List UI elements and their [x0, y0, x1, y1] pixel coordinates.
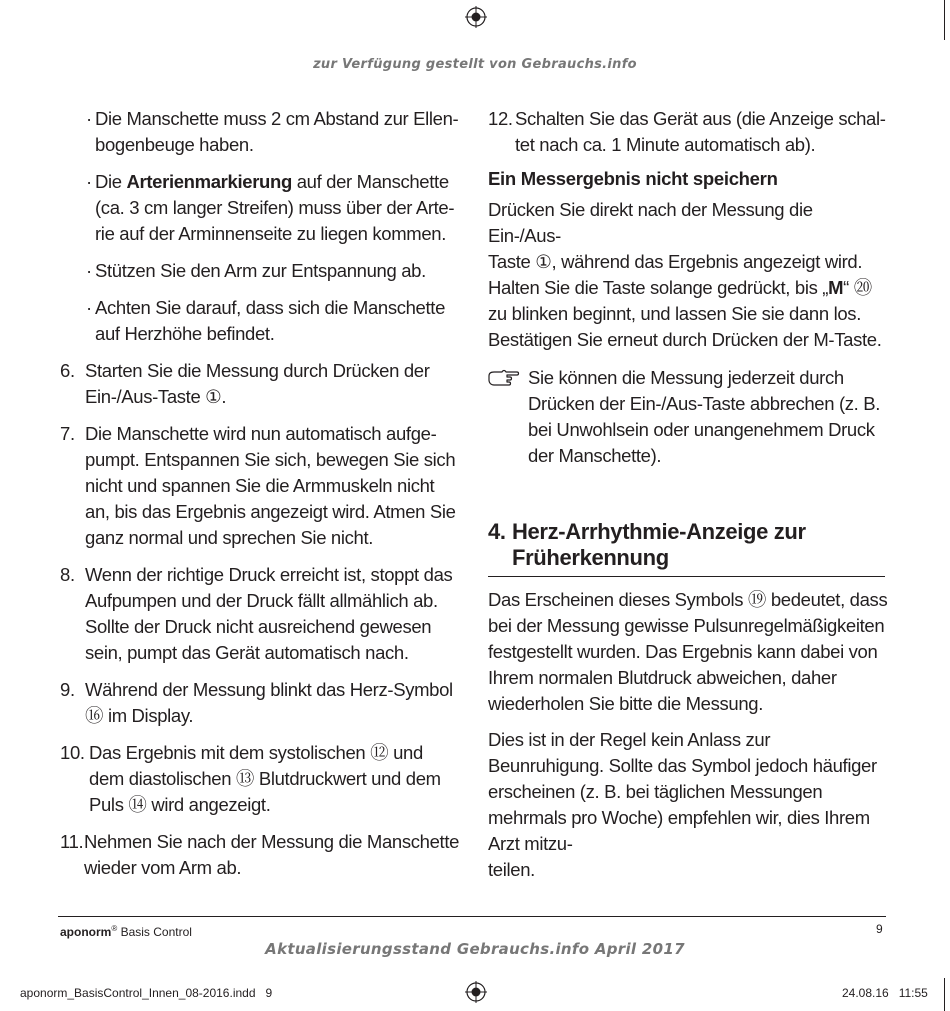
right-column [488, 106, 888, 893]
footer-watermark: Aktualisierungsstand Gebrauchs.info April 2017 [265, 940, 685, 958]
footer-brand [60, 922, 192, 939]
brand-name: aponorm [60, 925, 112, 939]
bullet-mark: · [86, 260, 92, 281]
step-item [488, 106, 888, 158]
bullet-text: Achten Sie darauf, dass sich die Manschette auf Herzhöhe befindet. [95, 297, 446, 344]
bold-term: Arterienmarkierung [126, 171, 292, 192]
subheading: Ein Messergebnis nicht speichern [488, 168, 778, 189]
step-number: 12. [488, 108, 513, 129]
bullet-mark: · [86, 297, 92, 318]
paragraph: Dies ist in der Regel kein Anlass zur Beunruhigung. Sollte das Symbol jedoch häufiger erscheinen (z. B. bei täglichen Messungen mehrmals pro Woche) empfehlen wir, dies Ihrem Arzt mitzu- teilen. [488, 729, 877, 880]
step-number: 11. [60, 831, 84, 852]
step-number: 8. [60, 564, 75, 585]
paragraph: Drücken Sie direkt nach der Messung die Ein-/Aus- Taste ①, während das Ergebnis angezeigt wird. Halten Sie die Taste solange gedrückt, bis „M“ ⑳ zu blinken beginnt, und lassen Sie sie dann los. Bestätigen Sie erneut durch Drücken der M-Taste. [488, 199, 882, 350]
registered-mark: ® [111, 924, 118, 933]
note [488, 365, 888, 469]
bullet-text: Stützen Sie den Arm zur Entspannung ab. [95, 260, 426, 281]
bullet-item [60, 106, 460, 158]
crop-mark [944, 0, 945, 40]
step-item [60, 740, 460, 818]
page-number: 9 [876, 922, 883, 936]
bullet-item [60, 258, 460, 284]
step-item [60, 358, 460, 410]
step-text: Schalten Sie das Gerät aus (die Anzeige schal- tet nach ca. 1 Minute automatisch ab). [515, 108, 886, 155]
step-text: Die Manschette wird nun automatisch aufge- pumpt. Entspannen Sie sich, bewegen Sie sich nicht und spannen Sie die Armmuskeln nicht an, bis das Ergebnis angezeigt wird. Atmen Sie ganz normal und sprechen Sie nicht. [85, 423, 456, 548]
bullet-mark: · [86, 171, 92, 192]
product-name: Basis Control [117, 925, 192, 939]
step-number: 6. [60, 360, 75, 381]
step-text: Nehmen Sie nach der Messung die Manschette wieder vom Arm ab. [84, 831, 460, 878]
print-slug-file: aponorm_BasisControl_Innen_08-2016.indd 9 [20, 986, 273, 1000]
pointing-hand-icon [488, 365, 528, 469]
step-number: 7. [60, 423, 75, 444]
bullet-item [60, 295, 460, 347]
step-item [60, 421, 460, 551]
section-heading [488, 519, 885, 577]
bullet-text: Die Arterienmarkierung auf der Manschette (ca. 3 cm langer Streifen) muss über der Arte- rie auf der Arminnenseite zu liegen kommen. [95, 171, 455, 244]
step-number: 9. [60, 679, 75, 700]
note-text: Sie können die Messung jederzeit durch Drücken der Ein-/Aus-Taste abbrechen (z. B. bei Unwohlsein oder unangenehmem Druck der Manschette). [528, 367, 881, 466]
left-column [60, 106, 460, 892]
registration-mark-icon [465, 981, 487, 1003]
step-number: 10. [60, 742, 85, 763]
bullet-text: Die Manschette muss 2 cm Abstand zur Ellen- bogenbeuge haben. [95, 108, 459, 155]
step-text: Das Ergebnis mit dem systolischen ⑫ und dem diastolischen ⑬ Blutdruckwert und dem Puls ⑭ wird angezeigt. [89, 742, 441, 815]
section-number: 4. [488, 519, 506, 544]
section-body [488, 587, 888, 883]
crop-mark [944, 978, 945, 1011]
step-item [60, 829, 460, 881]
header-watermark: zur Verfügung gestellt von Gebrauchs.info [313, 57, 637, 72]
print-slug-datetime: 24.08.16 11:55 [842, 986, 928, 1000]
bullet-item [60, 169, 460, 247]
footer-rule [58, 916, 886, 917]
step-text: Starten Sie die Messung durch Drücken der Ein-/Aus-Taste ①. [85, 360, 430, 407]
step-text: Während der Messung blinkt das Herz-Symbol ⑯ im Display. [85, 679, 453, 726]
m-key-label: M [828, 277, 844, 298]
step-item [60, 677, 460, 729]
paragraph: Das Erscheinen dieses Symbols ⑲ bedeutet, dass bei der Messung gewisse Pulsunregelmäßigkeiten festgestellt wurden. Das Ergebnis kann dabei von Ihrem normalen Blutdruck abweichen, daher wiederholen Sie bitte die Messung. [488, 589, 888, 714]
bullet-mark: · [86, 108, 92, 129]
registration-mark-icon [465, 6, 487, 28]
section-title: Herz-Arrhythmie-Anzeige zur Früherkennung [512, 519, 806, 570]
step-item [60, 562, 460, 666]
step-text: Wenn der richtige Druck erreicht ist, stoppt das Aufpumpen und der Druck fällt allmählich ab. Sollte der Druck nicht ausreichend gewesen sein, pumpt das Gerät automatisch nach. [85, 564, 453, 663]
